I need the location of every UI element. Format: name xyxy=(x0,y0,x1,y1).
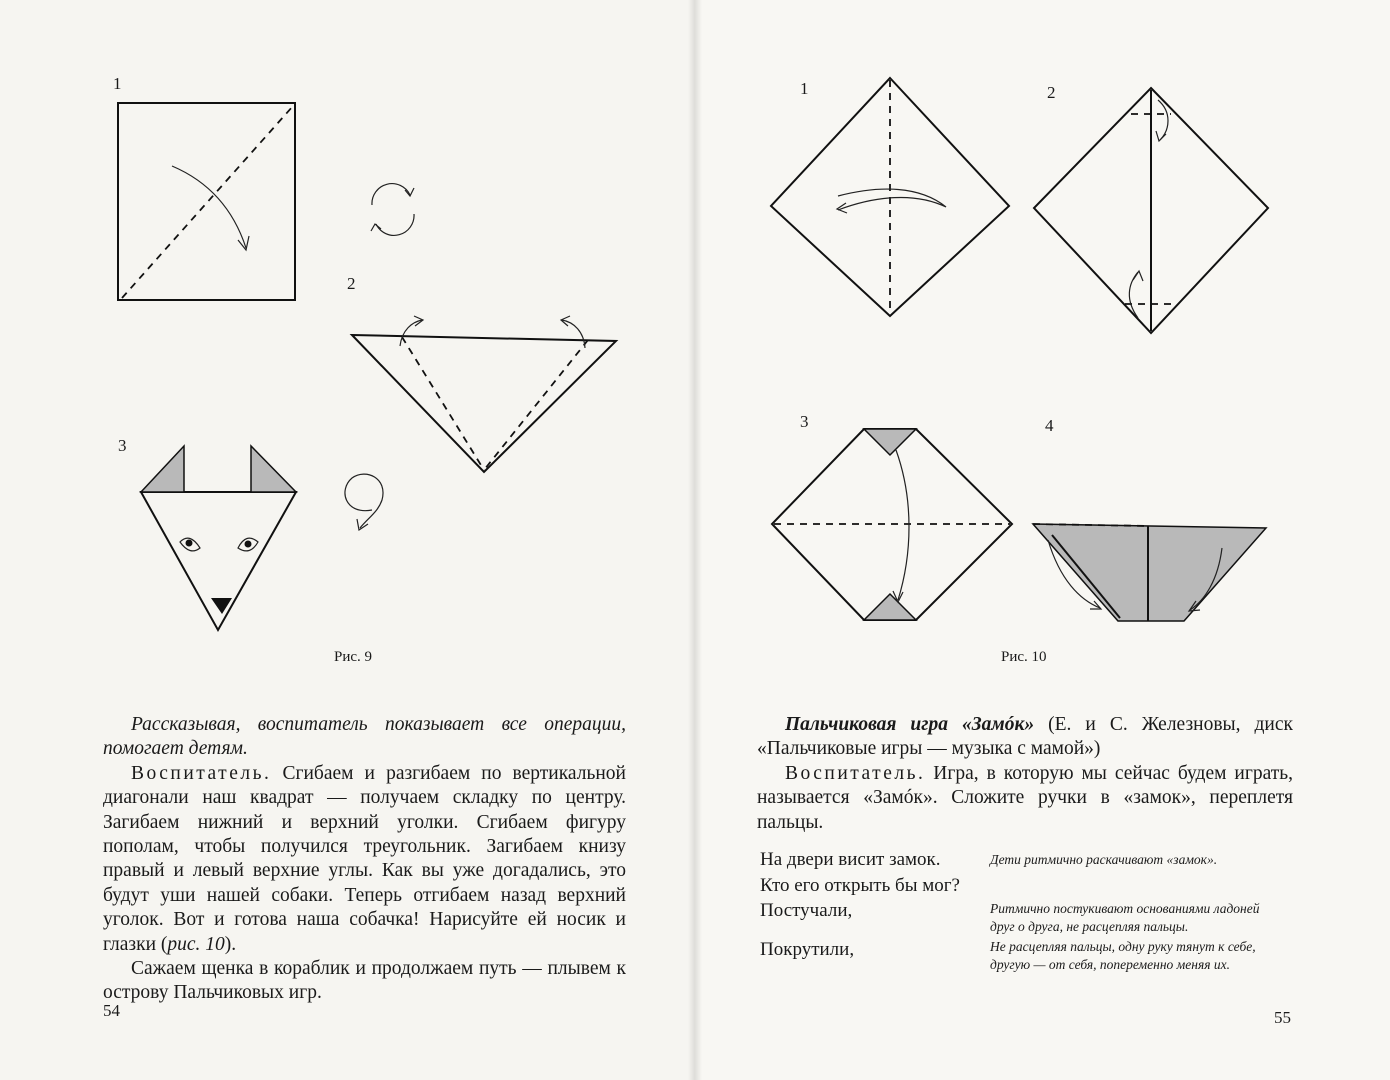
fig9-step-number: 2 xyxy=(347,274,356,293)
poem-note: Не расцепляя пальцы, одну руку тянут к себе, другую — от себя, попеременно меняя их. xyxy=(990,939,1256,972)
poem-line: На двери висит замок. xyxy=(760,849,941,870)
fig10-step3-arrow xyxy=(896,450,909,600)
main-paragraph-text: Сгибаем и разгибаем по вертикальной диагонали наш квадрат — получаем складку по центру. Загибаем нижний и верхний уголки. Сгибаем фигуру пополам, чтобы получился треугольник. Загибаем книзу правый и левый верхние углы. Как вы уже догадались, это будут уши нашей собаки. Теперь отгибаем назад верхний уголок. Вот и готова наша собачка! Нарисуйте ей носик и глазки ( xyxy=(103,762,626,955)
fig9-step-number: 3 xyxy=(118,436,127,455)
poem-line: Покрутили, xyxy=(760,939,855,960)
right-page-text xyxy=(757,713,1293,835)
game-heading xyxy=(757,713,1293,762)
poem-note: Дети ритмично раскачивают «замок». xyxy=(990,852,1218,867)
fig10-step3-bottom-flap xyxy=(864,594,916,620)
poem-line: Постучали, xyxy=(760,900,853,921)
fig10-step4-shape xyxy=(1033,524,1266,621)
fig9-caption: Рис. 9 xyxy=(334,649,373,665)
fig10-step1-arrow xyxy=(838,189,946,210)
game-title: Пальчиковая игра «Замóк» xyxy=(785,714,1035,735)
fig10-step-number: 3 xyxy=(800,412,809,431)
page-number-left: 54 xyxy=(103,1001,120,1020)
fig10-step-number: 4 xyxy=(1045,416,1054,435)
speaker-label: Воспитатель. xyxy=(785,762,926,784)
fig10-caption: Рис. 10 xyxy=(1001,649,1047,665)
speech-paragraph xyxy=(757,762,1293,835)
fig10-step-number: 2 xyxy=(1047,83,1056,102)
fig10-step-number: 1 xyxy=(800,79,809,98)
figure-reference: рис. 10 xyxy=(167,933,225,955)
main-paragraph xyxy=(103,762,626,957)
speech-text: Игра, в которую мы сейчас будем играть, называется «Замóк». Сложите ручки в «замок», переплетя пальцы. xyxy=(757,762,1294,833)
poem-note: Ритмично постукивают основаниями ладоней друг о друга, не расцепляя пальцы. xyxy=(990,901,1260,934)
fig10-step2-arrow-top xyxy=(1158,100,1168,140)
last-paragraph: Сажаем щенка в кораблик и продолжаем путь — плывем к острову Пальчиковых игр. xyxy=(103,958,626,1004)
poem-line: Кто его открыть бы мог? xyxy=(760,875,960,896)
fig10-step3-top-flap xyxy=(864,429,916,455)
fig9-step-number: 1 xyxy=(113,74,122,93)
left-page-text xyxy=(103,713,626,1006)
main-paragraph-end: ). xyxy=(224,933,237,955)
game-source: (Е. и С. Железновы, диск «Пальчиковые игры — музыка с мамой») xyxy=(757,714,1293,760)
intro-paragraph: Рассказывая, воспитатель показывает все операции, помогает детям. xyxy=(103,714,626,760)
speaker-label: Воспитатель. xyxy=(131,762,272,784)
page-number-right: 55 xyxy=(1274,1008,1291,1027)
